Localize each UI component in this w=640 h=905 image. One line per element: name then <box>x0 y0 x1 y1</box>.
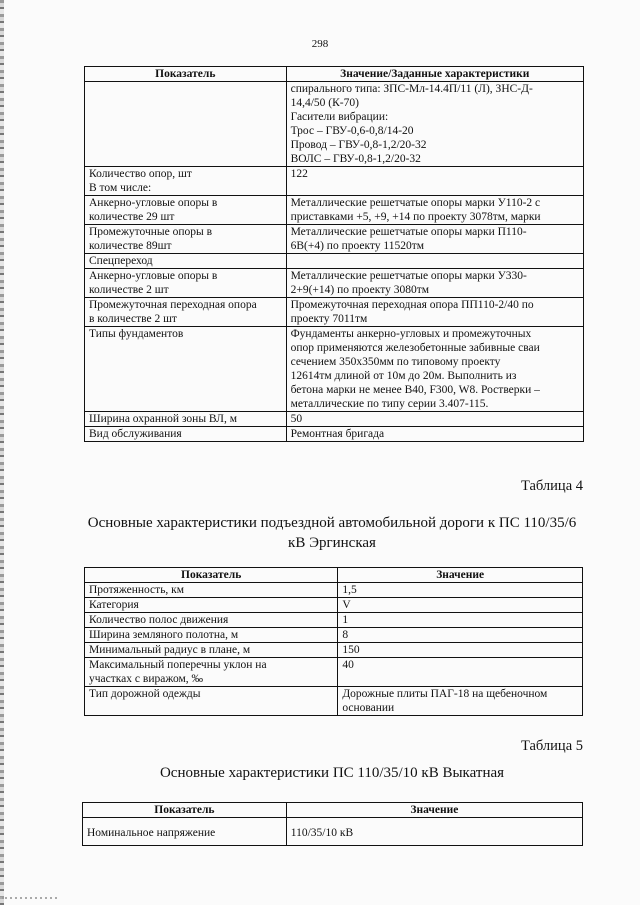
table-row <box>85 583 583 598</box>
table-row <box>85 82 584 167</box>
table5-label: Таблица 5 <box>520 738 583 754</box>
table-row <box>85 269 584 298</box>
table5-title-line: Основные характеристики ПС 110/35/10 кВ Выкатная <box>159 765 505 781</box>
cell-indicator <box>85 225 287 254</box>
table-row <box>85 613 583 628</box>
cell-text-line: количестве 89шт <box>89 240 172 252</box>
table-header-row <box>85 568 583 583</box>
cell-text-line: Количество полос движения <box>89 614 229 626</box>
cell-text-line: Трос – ГВУ-0,6-0,8/14-20 <box>290 125 414 137</box>
header-indicator: Показатель <box>85 568 338 583</box>
cell-text-line: 2+9(+14) по проекту 3080тм <box>290 284 430 296</box>
table-substation-characteristics <box>82 802 583 846</box>
cell-text-line: бетона марки не менее В40, F300, W8. Ростверки – <box>290 384 540 396</box>
cell-value <box>286 269 583 298</box>
cell-text-line: количестве 2 шт <box>89 284 169 296</box>
table-body <box>85 583 583 716</box>
cell-text-line: 12614тм длиной от 10м до 20м. Выполнить из <box>290 370 517 382</box>
table-header-row <box>83 803 583 818</box>
table-row <box>85 687 583 716</box>
cell-text-line: Промежуточная переходная опора <box>89 299 257 311</box>
table4-title-line: Основные характеристики подъездной автомобильной дороги к ПС 110/35/6 <box>87 515 577 531</box>
cell-value <box>286 412 583 427</box>
cell-text-line: V <box>342 599 351 611</box>
header-value: Значение <box>286 803 582 818</box>
cell-indicator <box>85 82 287 167</box>
cell-indicator <box>85 598 338 613</box>
cell-text-line: Максимальный поперечны уклон на <box>89 659 267 671</box>
cell-text-line: 110/35/10 кВ <box>290 827 354 839</box>
cell-text-line: 1,5 <box>342 584 357 596</box>
cell-text-line: опор применяются железобетонные забивные сваи <box>290 342 540 354</box>
cell-text-line: Промежуточные опоры в <box>89 226 213 238</box>
cell-text-line: Гасители вибрации: <box>290 111 389 123</box>
cell-indicator <box>83 818 287 846</box>
cell-text-line: Категория <box>89 599 139 611</box>
cell-value <box>286 167 583 196</box>
cell-text-line: Фундаменты анкерно-угловых и промежуточных <box>290 328 532 340</box>
page-number: 298 <box>311 38 329 50</box>
cell-indicator <box>85 583 338 598</box>
cell-text-line: количестве 29 шт <box>89 211 175 223</box>
cell-text-line: приставками +5, +9, +14 по проекту 3078тм, марки <box>290 211 541 223</box>
cell-text-line: Номинальное напряжение <box>87 827 216 839</box>
cell-indicator <box>85 412 287 427</box>
cell-text-line: основании <box>342 702 395 714</box>
cell-value <box>338 628 583 643</box>
cell-indicator <box>85 643 338 658</box>
cell-indicator <box>85 196 287 225</box>
table4-title-line: кВ Эргинская <box>288 535 376 551</box>
cell-value <box>286 818 582 846</box>
cell-indicator <box>85 298 287 327</box>
cell-text-line: металлические по типу серии 3.407-115. <box>290 398 489 410</box>
table-row <box>85 628 583 643</box>
cell-indicator <box>85 254 287 269</box>
cell-value <box>338 613 583 628</box>
cell-indicator <box>85 427 287 442</box>
cell-indicator <box>85 327 287 412</box>
cell-value <box>338 583 583 598</box>
cell-text-line: проекту 7011тм <box>290 313 368 325</box>
table-header-row <box>85 67 584 82</box>
scan-edge-artifact <box>0 0 4 905</box>
table-row <box>85 327 584 412</box>
table-row <box>85 254 584 269</box>
cell-text-line: Вид обслуживания <box>89 428 182 440</box>
table-line-characteristics <box>84 66 584 442</box>
cell-text-line: Анкерно-угловые опоры в <box>89 270 218 282</box>
cell-text-line: 40 <box>342 659 354 671</box>
cell-indicator <box>85 613 338 628</box>
cell-text-line: Промежуточная переходная опора ПП110-2/40 по <box>290 299 534 311</box>
cell-text-line: 14,4/50 (К-70) <box>290 97 359 109</box>
cell-text-line: Тип дорожной одежды <box>89 688 201 700</box>
cell-indicator <box>85 628 338 643</box>
table-row <box>85 658 583 687</box>
header-indicator: Показатель <box>85 67 287 82</box>
cell-text-line: 150 <box>342 644 360 656</box>
cell-text-line: 6В(+4) по проекту 11520тм <box>290 240 425 252</box>
cell-text-line: Типы фундаментов <box>89 328 184 340</box>
cell-text-line: Провод – ГВУ-0,8-1,2/20-32 <box>290 139 427 151</box>
cell-value <box>286 427 583 442</box>
cell-text-line: спирального типа: ЗПС-Мл-14.4П/11 (Л), ЗНС-Д- <box>290 83 533 95</box>
table-row <box>85 643 583 658</box>
cell-value <box>338 598 583 613</box>
cell-text-line: Металлические решетчатые опоры марки У330- <box>290 270 527 282</box>
table-row <box>85 427 584 442</box>
cell-indicator <box>85 687 338 716</box>
cell-value <box>286 225 583 254</box>
cell-value <box>338 687 583 716</box>
cell-value <box>286 254 583 269</box>
table-body <box>85 82 584 442</box>
table-road-characteristics <box>84 567 583 716</box>
scan-bottom-artifact <box>0 897 60 899</box>
cell-text-line: Ширина земляного полотна, м <box>89 629 239 641</box>
table-row <box>85 196 584 225</box>
cell-text-line: Спецпереход <box>89 255 153 267</box>
cell-value <box>286 298 583 327</box>
cell-text-line: Ширина охранной зоны ВЛ, м <box>89 413 237 425</box>
cell-text-line: Протяженность, км <box>89 584 185 596</box>
cell-text-line: Металлические решетчатые опоры марки У110-2 с <box>290 197 541 209</box>
table4-title <box>60 513 604 553</box>
cell-text-line: В том числе: <box>89 182 152 194</box>
cell-text-line: участках с виражом, ‰ <box>89 673 204 685</box>
table5-title <box>60 763 604 783</box>
cell-text-line: Количество опор, шт <box>89 168 192 180</box>
cell-value <box>286 82 583 167</box>
cell-indicator <box>85 167 287 196</box>
cell-indicator <box>85 269 287 298</box>
cell-text-line: Металлические решетчатые опоры марки П110- <box>290 226 527 238</box>
table-row <box>85 598 583 613</box>
cell-text-line: Минимальный радиус в плане, м <box>89 644 251 656</box>
table-row <box>85 412 584 427</box>
cell-value <box>338 643 583 658</box>
table4-label: Таблица 4 <box>520 478 583 494</box>
cell-text-line: 50 <box>290 413 303 425</box>
header-value: Значение <box>338 568 583 583</box>
cell-text-line: Анкерно-угловые опоры в <box>89 197 218 209</box>
cell-indicator <box>85 658 338 687</box>
cell-text-line: 8 <box>342 629 349 641</box>
cell-text-line: 1 <box>342 614 349 626</box>
cell-text-line: сечением 350х350мм по типовому проекту <box>290 356 501 368</box>
table-row <box>83 818 583 846</box>
table-row <box>85 298 584 327</box>
header-indicator: Показатель <box>83 803 287 818</box>
table-row <box>85 167 584 196</box>
table-body <box>83 818 583 846</box>
cell-text-line: Дорожные плиты ПАГ-18 на щебеночном <box>342 688 548 700</box>
cell-text-line: 122 <box>290 168 308 180</box>
cell-text-line: Ремонтная бригада <box>290 428 385 440</box>
cell-value <box>338 658 583 687</box>
cell-value <box>286 196 583 225</box>
table-row <box>85 225 584 254</box>
header-value: Значение/Заданные характеристики <box>286 67 583 82</box>
cell-text-line: ВОЛС – ГВУ-0,8-1,2/20-32 <box>290 153 421 165</box>
cell-text-line: в количестве 2 шт <box>89 313 177 325</box>
cell-value <box>286 327 583 412</box>
